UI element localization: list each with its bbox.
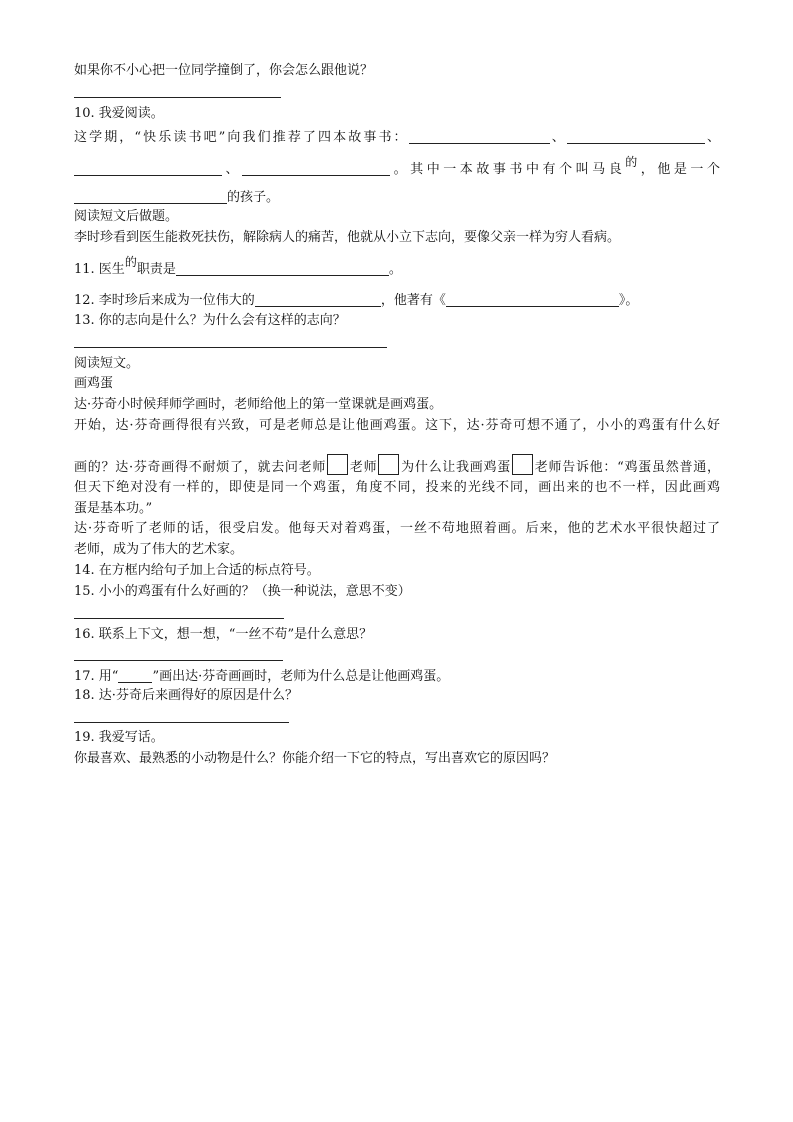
q10-line3 [74,190,279,204]
q11-blank[interactable] [176,262,389,276]
q9-prompt: 如果你不小心把一位同学撞倒了，你会怎么跟他说？ [74,63,374,78]
q19-title: 19. 我爱写话。 [74,730,164,745]
q16-answer-line[interactable] [74,660,283,661]
reading2-p2-line2-b: 老师 [349,460,378,475]
q10-sep-3: 、 [222,162,243,177]
q19-prompt: 你最喜欢、最熟悉的小动物是什么？你能介绍一下它的特点，写出喜欢它的原因吗？ [74,751,556,766]
q17-line [74,669,449,683]
q12-line [74,293,638,307]
q11-line [74,255,402,277]
q10-line2-post: ，他是一个 [640,162,720,177]
kid-description-blank[interactable] [74,190,227,204]
q9-answer-line[interactable] [74,97,281,98]
q10-line1 [74,130,720,144]
q12-pre: 12. 李时珍后来成为一位伟大的 [74,293,255,308]
q12-mid: ，他著有《 [380,293,446,308]
reading2-p2-line2-a: 画的？达·芬奇画得不耐烦了，就去问老师 [74,460,327,475]
reading2-title: 画鸡蛋 [74,376,114,391]
q10-line1-text: 这学期，“快乐读书吧”向我们推荐了四本故事书： [74,130,409,145]
reading2-p2-line1: 开始，达·芬奇画得很有兴致，可是老师总是让他画鸡蛋。这下，达·芬奇可想不通了，小小的鸡蛋有什么好 [74,418,720,433]
q13-answer-line[interactable] [74,347,387,348]
q10-line2-pre: 。其中一本故事书中有个叫马良 [390,162,626,177]
reading2-p3-line2: 老师，成为了伟大的艺术家。 [74,542,244,557]
q17-underline-sample [118,669,152,683]
q10-de: 的 [625,155,641,169]
q16-prompt: 16. 联系上下文，想一想，“一丝不苟”是什么意思？ [74,627,373,642]
q15-prompt: 15. 小小的鸡蛋有什么好画的？（换一种说法，意思不变） [74,584,411,599]
book-blank-4[interactable] [242,162,390,176]
q11-pre: 11. 医生 [74,262,125,277]
reading2-p2-line2 [74,454,720,475]
book-blank-2[interactable] [567,130,705,144]
reading1-passage: 李时珍看到医生能救死扶伤，解除病人的痛苦，他就从小立下志向，要像父亲一样为穷人看病。 [74,230,621,245]
book-blank-1[interactable] [409,130,550,144]
reading2-p2-line3: 但天下绝对没有一样的，即使是同一个鸡蛋，角度不同，投来的光线不同，画出来的也不一样，因此画鸡 [74,480,720,495]
q11-post: 职责是 [136,262,176,277]
q10-sep-1: 、 [549,130,567,145]
q12-blank-2[interactable] [446,293,619,307]
q10-line2 [74,155,720,177]
reading2-p3-line1: 达·芬奇听了老师的话，很受启发。他每天对着鸡蛋，一丝不苟地照着画。后来，他的艺术水平很快超过了 [74,521,720,536]
reading2-p2-line2-c: 为什么让我画鸡蛋 [400,460,511,475]
q17-pre: 17. 用“ [74,669,119,684]
q18-answer-line[interactable] [74,722,289,723]
q18-prompt: 18. 达·芬奇后来画得好的原因是什么？ [74,688,298,703]
q11-de: 的 [124,255,137,269]
q11-end: 。 [388,262,402,277]
q10-line3-post: 的孩子。 [227,190,280,205]
q17-post: ”画出达·芬奇画画时，老师为什么总是让他画鸡蛋。 [152,669,450,684]
reading1-instruction: 阅读短文后做题。 [74,209,179,224]
reading2-p1: 达·芬奇小时候拜师学画时，老师给他上的第一堂课就是画鸡蛋。 [74,397,443,412]
reading2-instruction: 阅读短文。 [74,356,140,371]
reading2-p2-line4: 蛋是基本功。” [74,501,153,516]
punctuation-box-1[interactable] [327,454,348,475]
punctuation-box-2[interactable] [378,454,399,475]
q14-prompt: 14. 在方框内给句子加上合适的标点符号。 [74,563,320,578]
q12-end: 》。 [618,293,639,308]
q15-answer-line[interactable] [74,618,284,619]
q13-prompt: 13. 你的志向是什么？为什么会有这样的志向？ [74,313,346,328]
q12-blank-1[interactable] [255,293,381,307]
q10-sep-2: 、 [704,130,720,145]
book-blank-3[interactable] [74,162,222,176]
punctuation-box-3[interactable] [512,454,533,475]
q10-title: 10. 我爱阅读。 [74,106,164,121]
reading2-p2-line2-d: 老师告诉他：“鸡蛋虽然普通， [534,460,720,475]
